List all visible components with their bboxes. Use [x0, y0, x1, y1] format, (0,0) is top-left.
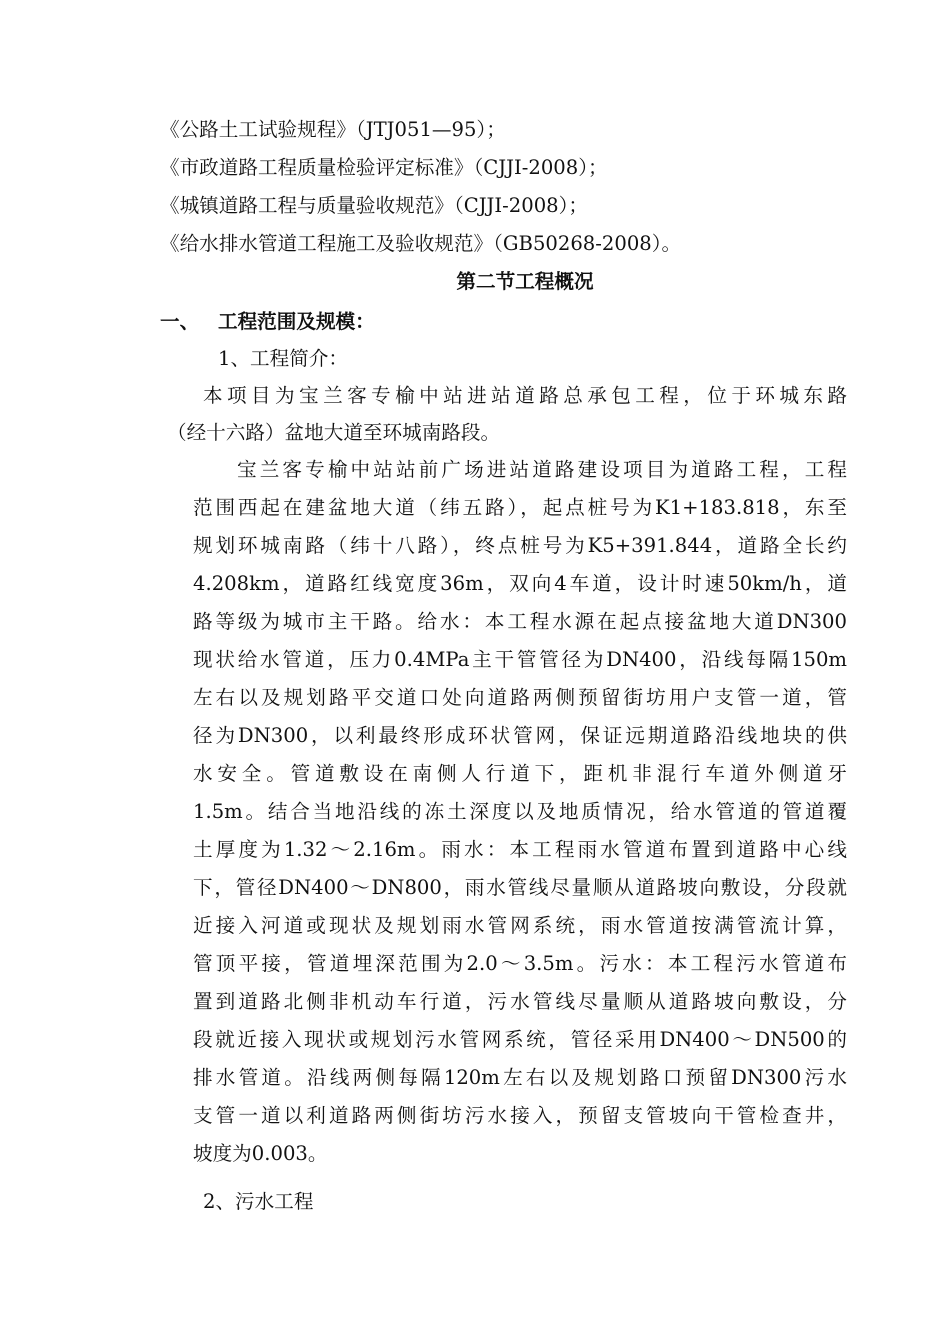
body-line: 近接入河道或现状及规划雨水管网系统，雨水管道按满管流计算，	[193, 914, 847, 937]
body-line: 径为DN300，以利最终形成环状管网，保证远期道路沿线地块的供	[193, 724, 847, 747]
section-title: 第二节工程概况	[456, 270, 594, 293]
body-line: 1.5m。结合当地沿线的冻土深度以及地质情况，给水管道的管道覆	[193, 800, 847, 823]
body-line: 下，管径DN400～DN800，雨水管线尽量顺从道路坡向敷设，分段就	[193, 876, 847, 899]
subheading: 1、工程简介：	[218, 347, 349, 370]
body-line: 坡度为0.003。	[193, 1142, 328, 1165]
body-line: 水安全。管道敷设在南侧人行道下，距机非混行车道外侧道牙	[193, 762, 847, 785]
body-line: 4.208km，道路红线宽度36m，双向4车道，设计时速50km/h，道	[193, 572, 847, 595]
subheading: 2、污水工程	[203, 1190, 314, 1213]
intro-line: （经十六路）盆地大道至环城南路段。	[167, 421, 501, 444]
body-line: 段就近接入现状或规划污水管网系统，管径采用DN400～DN500的	[193, 1028, 847, 1051]
heading-number: 一、	[160, 310, 200, 333]
body-line: 管顶平接，管道埋深范围为2.0～3.5m。污水：本工程污水管道布	[193, 952, 847, 975]
reference-line: 《给水排水管道工程施工及验收规范》（GB50268-2008）。	[160, 232, 682, 255]
body-line: 路等级为城市主干路。给水：本工程水源在起点接盆地大道DN300	[193, 610, 847, 633]
body-line: 左右以及规划路平交道口处向道路两侧预留街坊用户支管一道，管	[193, 686, 847, 709]
body-line: 规划环城南路（纬十八路），终点桩号为K5+391.844，道路全长约	[193, 534, 847, 557]
reference-line: 《市政道路工程质量检验评定标准》（CJJI-2008）；	[160, 156, 608, 179]
body-line: 排水管道。沿线两侧每隔120m左右以及规划路口预留DN300污水	[193, 1066, 847, 1089]
body-line: 宝兰客专榆中站站前广场进站道路建设项目为道路工程，工程	[237, 458, 847, 481]
reference-line: 《公路土工试验规程》（JTJ051—95）；	[160, 118, 506, 141]
body-line: 置到道路北侧非机动车行道，污水管线尽量顺从道路坡向敷设，分	[193, 990, 847, 1013]
body-line: 范围西起在建盆地大道（纬五路），起点桩号为K1+183.818，东至	[193, 496, 847, 519]
body-line: 支管一道以利道路两侧街坊污水接入，预留支管坡向干管检查井，	[193, 1104, 847, 1127]
heading-text: 工程范围及规模：	[218, 310, 375, 333]
intro-line: 本项目为宝兰客专榆中站进站道路总承包工程，位于环城东路	[203, 384, 847, 407]
body-line: 现状给水管道，压力0.4MPa主干管管径为DN400，沿线每隔150m	[193, 648, 847, 671]
reference-line: 《城镇道路工程与质量验收规范》（CJJI-2008）；	[160, 194, 589, 217]
body-line: 土厚度为1.32～2.16m。雨水：本工程雨水管道布置到道路中心线	[193, 838, 847, 861]
